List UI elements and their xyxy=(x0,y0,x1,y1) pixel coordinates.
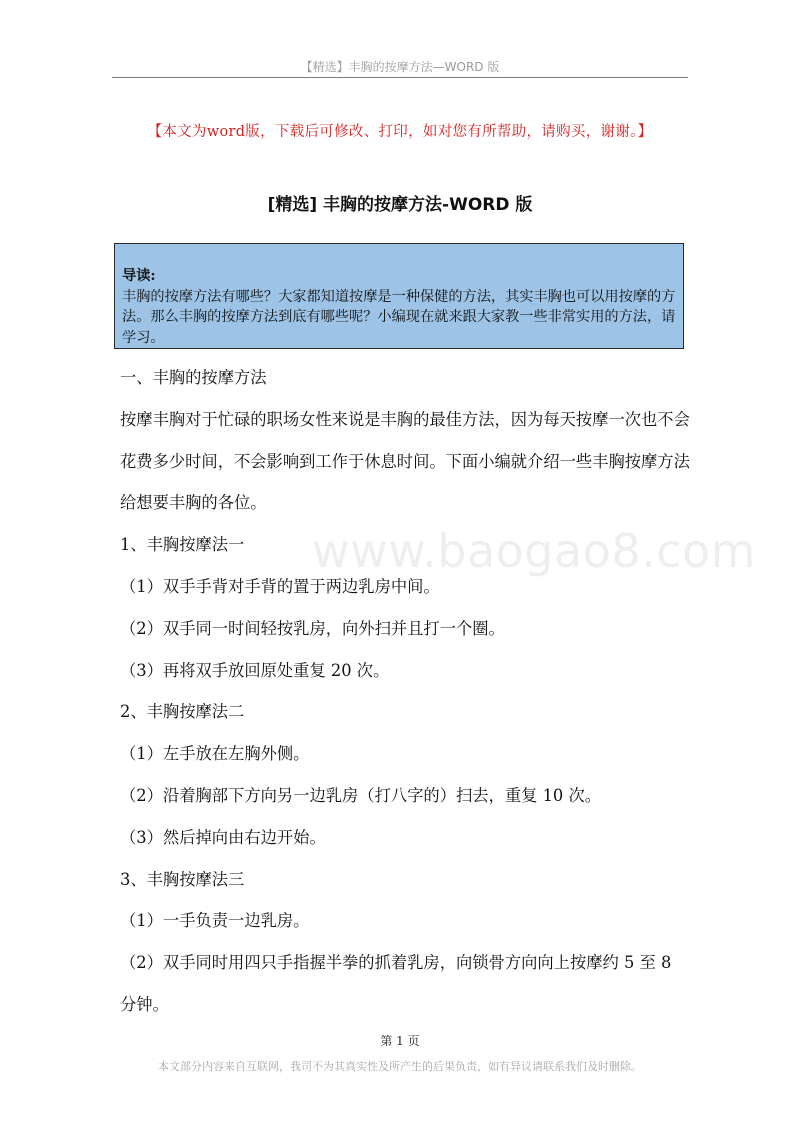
method-heading: 3、丰胸按摩法三 xyxy=(120,869,245,889)
step-item: （1）一手负责一边乳房。 xyxy=(120,911,310,931)
body-paragraph: 按摩丰胸对于忙碌的职场女性来说是丰胸的最佳方法，因为每天按摩一次也不会花费多少时间，不会影响到工作于休息时间。下面小编就介绍一些丰胸按摩方法给想要丰胸的各位。 xyxy=(120,409,690,513)
step-item: （1）左手放在左胸外侧。 xyxy=(120,744,310,764)
step-item: （3）再将双手放回原处重复 20 次。 xyxy=(120,660,390,680)
intro-box xyxy=(114,243,684,349)
section-heading: 一、丰胸的按摩方法 xyxy=(120,368,267,387)
page-header: 【精选】丰胸的按摩方法—WORD 版 xyxy=(300,60,500,74)
method-heading: 2、丰胸按摩法二 xyxy=(120,702,245,722)
step-item: （2）沿着胸部下方向另一边乳房（打八字的）扫去，重复 10 次。 xyxy=(120,785,602,805)
step-item: （2）双手同一时间轻按乳房，向外扫并且打一个圈。 xyxy=(120,618,505,638)
purchase-notice: 【本文为word版，下载后可修改、打印，如对您有所帮助，请购买，谢谢。】 xyxy=(147,124,653,140)
step-item: （2）双手同时用四只手指握半拳的抓着乳房，向锁骨方向向上按摩约 5 至 8 分钟。 xyxy=(120,953,672,1014)
document-body xyxy=(120,357,690,1026)
footer-disclaimer: 本文部分内容来自互联网，我司不为其真实性及所产生的后果负责，如有异议请联系我们及时删除。 xyxy=(158,1060,642,1073)
page-number: 第 1 页 xyxy=(380,1034,420,1048)
intro-text: 丰胸的按摩方法有哪些？大家都知道按摩是一种保健的方法，其实丰胸也可以用按摩的方法。那么丰胸的按摩方法到底有哪些呢？小编现在就来跟大家教一些非常实用的方法，请学习。 xyxy=(122,288,676,346)
watermark: www.baogao8.com xyxy=(312,524,756,578)
header-divider xyxy=(112,77,688,78)
step-item: （3）然后掉向由右边开始。 xyxy=(120,827,326,847)
method-heading: 1、丰胸按摩法一 xyxy=(120,535,245,555)
intro-label: 导读: xyxy=(122,268,156,284)
document-title: [精选] 丰胸的按摩方法-WORD 版 xyxy=(267,195,533,215)
step-item: （1）双手手背对手背的置于两边乳房中间。 xyxy=(120,576,440,596)
